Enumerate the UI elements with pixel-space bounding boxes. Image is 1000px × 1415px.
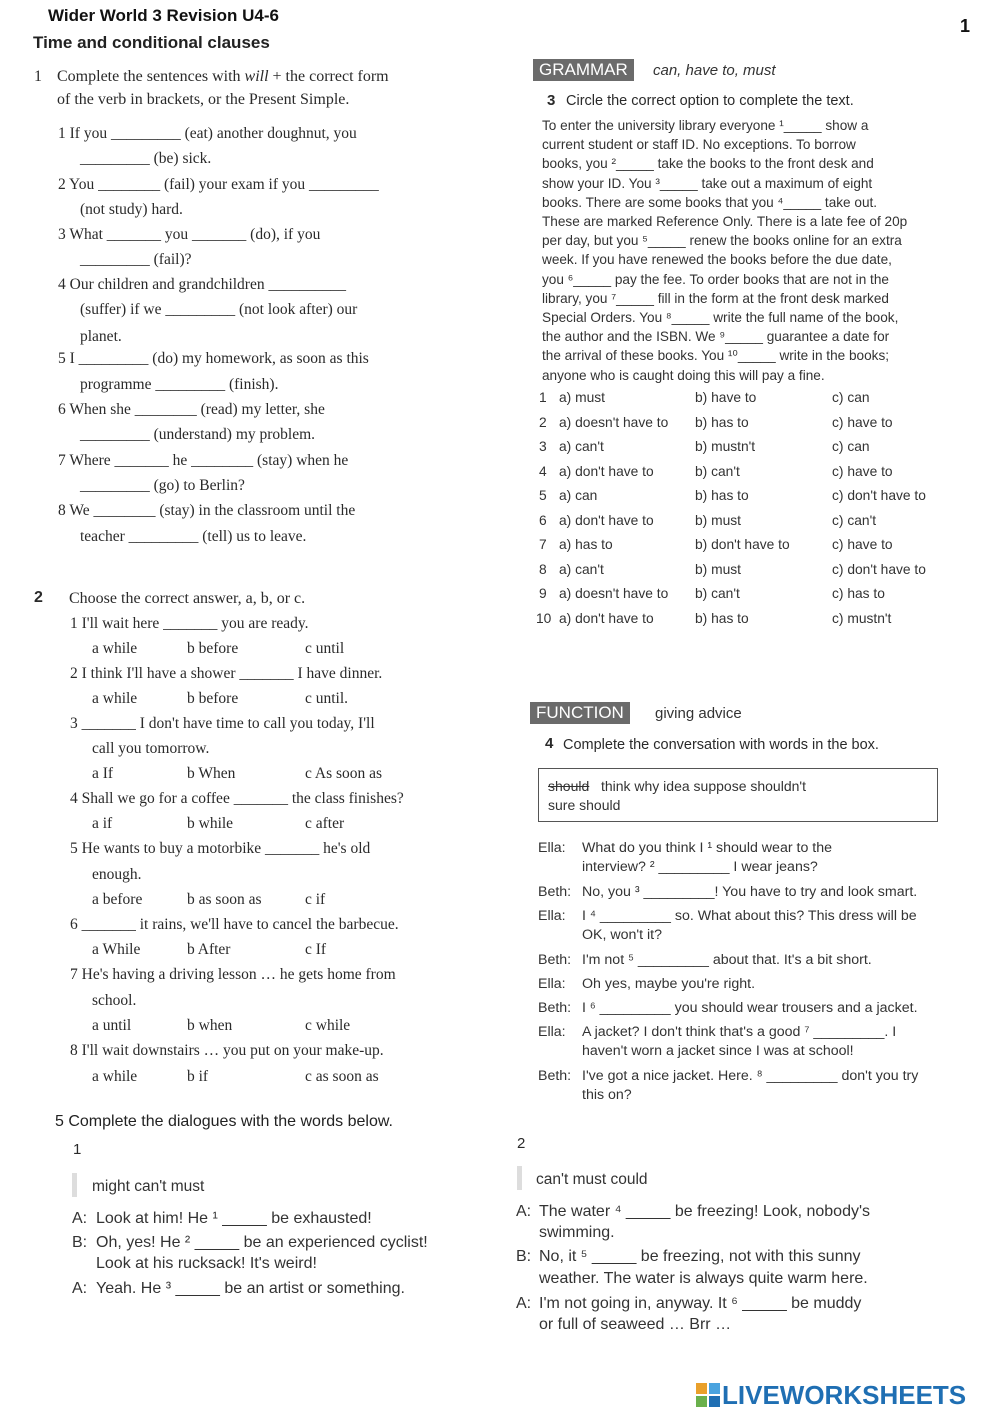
question: 6 _______ it rains, we'll have to cancel the barbecue. bbox=[70, 916, 399, 933]
option-c: c) can bbox=[832, 439, 870, 454]
option-b: b as soon as bbox=[187, 891, 262, 908]
option-b: b before bbox=[187, 690, 239, 707]
option-b: b) can't bbox=[695, 586, 740, 601]
option-number: 9 bbox=[539, 586, 547, 601]
option-number: 4 bbox=[539, 463, 547, 479]
question: 1 I'll wait here _______ you are ready. bbox=[70, 615, 309, 632]
option-a: a until bbox=[92, 1017, 132, 1034]
dialogue-2-words: can't must could bbox=[536, 1171, 648, 1188]
ex1-line: _________ (be) sick. bbox=[80, 150, 212, 167]
page-number: 1 bbox=[960, 16, 971, 36]
option-b: b before bbox=[187, 640, 239, 657]
option-a: a) must bbox=[559, 390, 605, 405]
box-words: think why idea suppose shouldn't bbox=[600, 778, 806, 794]
text-line: library, you ⁷_____ fill in the form at the front desk marked bbox=[542, 290, 889, 306]
ex1-line: 1 If you _________ (eat) another doughnut, you bbox=[58, 125, 357, 142]
speaker: Beth: bbox=[538, 1000, 572, 1016]
ex1-line: 6 When she ________ (read) my letter, she bbox=[58, 401, 325, 418]
option-b: b if bbox=[187, 1068, 209, 1085]
option-number: 1 bbox=[539, 390, 547, 405]
ex1-line: _________ (fail)? bbox=[80, 251, 192, 268]
option-b: b while bbox=[187, 815, 234, 832]
exercise-4-instruction: Complete the conversation with words in the box. bbox=[563, 737, 879, 753]
text-line: you ⁶_____ pay the fee. To order books that are not in the bbox=[542, 271, 889, 287]
grammar-topic: can, have to, must bbox=[653, 62, 776, 79]
question-continued: call you tomorrow. bbox=[92, 740, 210, 757]
text-line: Special Orders. You ⁸_____ write the full name of the book, bbox=[542, 310, 899, 326]
question: 4 Shall we go for a coffee _______ the class finishes? bbox=[70, 790, 404, 807]
ex1-line: 8 We ________ (stay) in the classroom until the bbox=[58, 502, 356, 519]
speech: The water ⁴ _____ be freezing! Look, nobody's bbox=[539, 1203, 871, 1220]
speaker: Ella: bbox=[538, 908, 566, 924]
ex1-line: (suffer) if we _________ (not look after) our bbox=[80, 301, 358, 318]
text-line: current student or staff ID. No exceptions. To borrow bbox=[542, 137, 856, 153]
option-c: c) mustn't bbox=[832, 610, 892, 626]
dialogue-2-number: 2 bbox=[517, 1135, 526, 1152]
option-a: a) can't bbox=[559, 561, 604, 577]
option-b: b) can't bbox=[695, 463, 740, 479]
exercise-1-instruction: Complete the sentences with will + the correct form bbox=[57, 68, 389, 85]
option-b: b When bbox=[187, 765, 236, 782]
ex1-line: _________ (go) to Berlin? bbox=[80, 477, 245, 494]
option-c: c) can't bbox=[832, 512, 877, 528]
dialogue-1-words: might can't must bbox=[92, 1178, 205, 1195]
option-c: c until bbox=[305, 640, 345, 657]
option-c: c) don't have to bbox=[832, 561, 926, 577]
text-line: show your ID. You ³_____ take out a maximum of eight bbox=[542, 175, 873, 191]
option-c: c until. bbox=[305, 690, 349, 707]
speech: No, you ³ _________! You have to try and look smart. bbox=[582, 884, 918, 900]
option-c: c) don't have to bbox=[832, 488, 926, 503]
speech: Yeah. He ³ _____ be an artist or something. bbox=[96, 1280, 405, 1297]
speech: I ⁶ _________ you should wear trousers and a jacket. bbox=[582, 1000, 918, 1016]
option-b: b) has to bbox=[695, 610, 749, 626]
option-number: 2 bbox=[539, 414, 547, 430]
function-topic: giving advice bbox=[655, 705, 742, 722]
question-continued: enough. bbox=[92, 866, 142, 883]
text-line: These are marked Reference Only. There is a late fee of 20p bbox=[542, 214, 908, 230]
speech: I'm not going in, anyway. It ⁶ _____ be muddy bbox=[539, 1295, 862, 1312]
option-number: 3 bbox=[539, 439, 547, 454]
option-a: a before bbox=[92, 891, 143, 908]
option-c: c) can bbox=[832, 390, 870, 405]
speech: Oh yes, maybe you're right. bbox=[582, 976, 756, 992]
speaker: Ella: bbox=[538, 840, 566, 856]
speaker: A: bbox=[72, 1280, 88, 1297]
option-number: 10 bbox=[536, 610, 552, 626]
grammar-tag: GRAMMAR bbox=[533, 59, 634, 81]
exercise-1-number: 1 bbox=[34, 68, 42, 85]
ex1-line: (not study) hard. bbox=[80, 201, 183, 218]
speech: Look at him! He ¹ _____ be exhausted! bbox=[96, 1210, 372, 1227]
option-number: 6 bbox=[539, 512, 547, 528]
speaker: Beth: bbox=[538, 952, 572, 968]
option-c: c after bbox=[305, 815, 345, 832]
exercise-2-instruction: Choose the correct answer, a, b, or c. bbox=[69, 590, 306, 607]
speech: weather. The water is always quite warm here. bbox=[539, 1270, 868, 1287]
question-continued: school. bbox=[92, 992, 137, 1009]
speech-continued: interview? ² _________ I wear jeans? bbox=[582, 859, 818, 875]
word-box bbox=[538, 768, 938, 822]
worksheet-title: Wider World 3 Revision U4-6 bbox=[48, 6, 279, 25]
option-c: c) has to bbox=[832, 586, 885, 601]
option-number: 7 bbox=[539, 537, 547, 552]
ex1-line: 4 Our children and grandchildren __________ bbox=[58, 276, 346, 293]
option-a: a) can't bbox=[559, 439, 604, 454]
ex1-line: programme _________ (finish). bbox=[80, 376, 279, 393]
speech: I've got a nice jacket. Here. ⁸ _________ don't you try bbox=[582, 1068, 919, 1084]
question: 5 He wants to buy a motorbike _______ he's old bbox=[70, 840, 371, 857]
ex1-line: 5 I _________ (do) my homework, as soon as this bbox=[58, 350, 369, 367]
speech: No, it ⁵ _____ be freezing, not with this sunny bbox=[539, 1248, 861, 1265]
speaker: B: bbox=[516, 1248, 532, 1265]
text-line: the arrival of these books. You ¹⁰_____ write in the books; bbox=[542, 348, 890, 364]
speech: I ⁴ _________ so. What about this? This dress will be bbox=[582, 908, 917, 924]
text-line: anyone who is caught doing this will pay a fine. bbox=[542, 367, 825, 383]
question: 3 _______ I don't have time to call you today, I'll bbox=[70, 715, 375, 732]
option-a: a) don't have to bbox=[559, 463, 654, 479]
option-c: c) have to bbox=[832, 414, 893, 430]
option-b: b After bbox=[187, 941, 231, 958]
option-c: c If bbox=[305, 941, 327, 958]
option-number: 5 bbox=[539, 488, 547, 503]
speaker: A: bbox=[72, 1210, 88, 1227]
text-line: the author and the ISBN. We ⁹_____ guarantee a date for bbox=[542, 329, 890, 345]
speaker: A: bbox=[516, 1203, 532, 1220]
speech: Oh, yes! He ² _____ be an experienced cyclist! bbox=[96, 1234, 428, 1251]
option-b: b when bbox=[187, 1017, 233, 1034]
option-c: c as soon as bbox=[305, 1068, 379, 1085]
exercise-3-instruction: Circle the correct option to complete the text. bbox=[566, 93, 854, 109]
option-a: a while bbox=[92, 1068, 138, 1085]
exercise-5-title: 5 Complete the dialogues with the words below. bbox=[55, 1113, 393, 1130]
speech-continued: this on? bbox=[582, 1087, 632, 1103]
option-c: c As soon as bbox=[305, 765, 383, 782]
ex1-line: teacher _________ (tell) us to leave. bbox=[80, 528, 307, 545]
option-a: a) don't have to bbox=[559, 512, 654, 528]
speech-continued: OK, won't it? bbox=[582, 927, 662, 943]
word-box-line-2: sure should bbox=[548, 797, 621, 813]
question: 2 I think I'll have a shower _______ I have dinner. bbox=[70, 665, 383, 682]
speech: A jacket? I don't think that's a good ⁷ _________. I bbox=[582, 1024, 897, 1040]
option-b: b) has to bbox=[695, 488, 749, 503]
speaker: Beth: bbox=[538, 884, 572, 900]
text-line: To enter the university library everyone ¹_____ show a bbox=[542, 118, 869, 133]
option-a: a While bbox=[92, 941, 141, 958]
speech: I'm not ⁵ _________ about that. It's a bit short. bbox=[582, 952, 872, 968]
text-line: books, you ²_____ take the books to the front desk and bbox=[542, 156, 874, 172]
option-number: 8 bbox=[539, 561, 547, 577]
option-b: b) must bbox=[695, 512, 741, 528]
speech: swimming. bbox=[539, 1224, 615, 1241]
question: 8 I'll wait downstairs … you put on your make-up. bbox=[70, 1042, 384, 1059]
option-b: b) mustn't bbox=[695, 439, 756, 454]
word-bar bbox=[517, 1166, 522, 1190]
option-a: a) doesn't have to bbox=[559, 586, 669, 601]
option-a: a) doesn't have to bbox=[559, 414, 669, 430]
speech: What do you think I ¹ should wear to the bbox=[582, 840, 832, 856]
ex1-line: 2 You ________ (fail) your exam if you _________ bbox=[58, 176, 379, 193]
exercise-3-number: 3 bbox=[547, 92, 556, 109]
function-tag: FUNCTION bbox=[530, 702, 630, 724]
word-bar bbox=[72, 1173, 77, 1197]
option-b: b) don't have to bbox=[695, 537, 790, 552]
liveworksheets-logo bbox=[696, 1380, 966, 1411]
text-line: week. If you have renewed the books before the due date, bbox=[542, 252, 892, 268]
option-a: a If bbox=[92, 765, 114, 782]
question: 7 He's having a driving lesson … he gets home from bbox=[70, 966, 396, 983]
exercise-1-instruction-2: of the verb in brackets, or the Present Simple. bbox=[57, 91, 350, 108]
ex1-line: 3 What _______ you _______ (do), if you bbox=[58, 226, 321, 243]
ex1-line: 7 Where _______ he ________ (stay) when he bbox=[58, 452, 349, 469]
option-b: b) must bbox=[695, 561, 741, 577]
option-a: a while bbox=[92, 640, 138, 657]
word-box-line-1 bbox=[548, 778, 806, 794]
option-a: a while bbox=[92, 690, 138, 707]
exercise-4-number: 4 bbox=[545, 735, 554, 752]
speaker: Ella: bbox=[538, 1024, 566, 1040]
speaker: Beth: bbox=[538, 1068, 572, 1084]
ex1-line: planet. bbox=[80, 328, 122, 345]
text-line: per day, but you ⁵_____ renew the books online for an extra bbox=[542, 233, 902, 249]
option-c: c) have to bbox=[832, 463, 893, 479]
speaker: Ella: bbox=[538, 976, 566, 992]
option-c: c) have to bbox=[832, 537, 893, 552]
grammar-text bbox=[542, 116, 907, 385]
logo-text: LIVEWORKSHEETS bbox=[722, 1380, 967, 1410]
speaker: B: bbox=[72, 1234, 88, 1251]
speech-continued: haven't worn a jacket since I was at school! bbox=[582, 1043, 854, 1059]
option-a: a if bbox=[92, 815, 113, 832]
exercise-2-number: 2 bbox=[34, 589, 43, 606]
text-line: books. There are some books that you ⁴_____ take out. bbox=[542, 194, 878, 210]
section-title: Time and conditional clauses bbox=[33, 33, 270, 52]
ex1-line: _________ (understand) my problem. bbox=[80, 426, 316, 443]
speech: or full of seaweed … Brr … bbox=[539, 1316, 732, 1333]
option-a: a) don't have to bbox=[559, 610, 654, 626]
option-b: b) have to bbox=[695, 390, 757, 405]
speech: Look at his rucksack! It's weird! bbox=[96, 1255, 317, 1272]
speaker: A: bbox=[516, 1295, 532, 1312]
logo-mark-icon bbox=[696, 1383, 720, 1407]
dialogue-1-number: 1 bbox=[73, 1141, 82, 1158]
struck-word: should bbox=[548, 778, 590, 794]
option-c: c if bbox=[305, 891, 326, 908]
option-a: a) has to bbox=[559, 537, 613, 552]
option-c: c while bbox=[305, 1017, 351, 1034]
option-a: a) can bbox=[559, 488, 598, 503]
option-b: b) has to bbox=[695, 414, 749, 430]
